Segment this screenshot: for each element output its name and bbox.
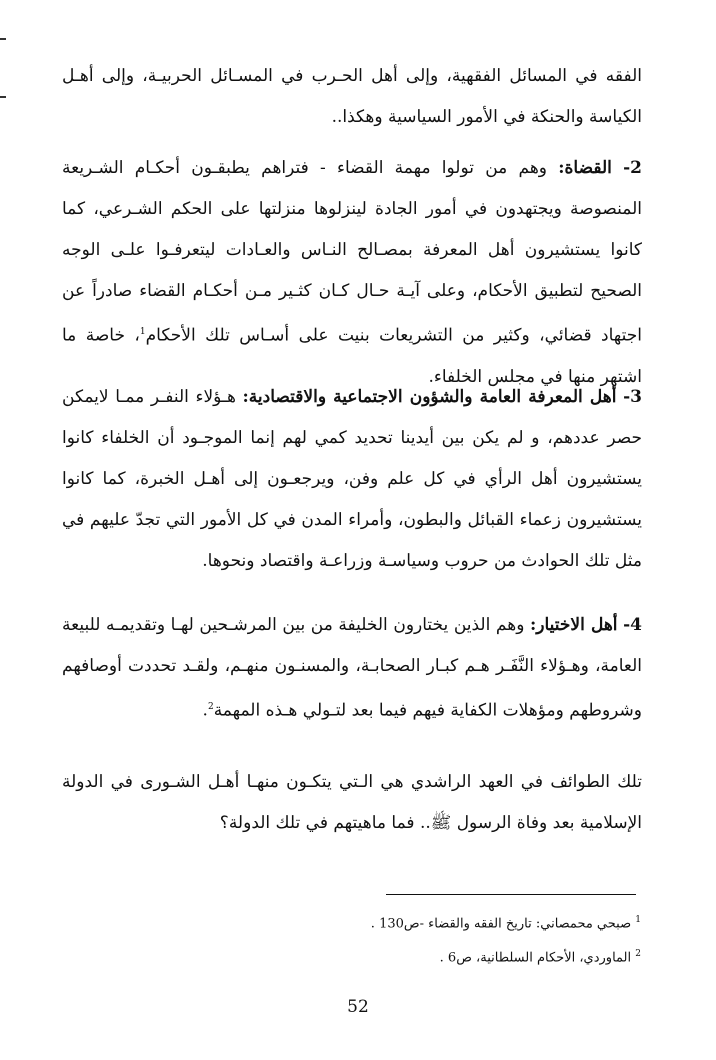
scan-edge-mark	[0, 38, 6, 40]
item-number: 4-	[623, 615, 643, 635]
item-body: وهم الذين يختارون الخليفة من بين المرشـحين لهـا وتقديمـه للبيعة العامة، وهـؤلاء النَّفَـر هـم كبـار الصحابـة، والمسنـون منهـم، ولقـد تحددت أوصافهم وشروطهم ومؤهلات الكفاية فيهم فيما بعد لتـولي هـذه المهمة	[62, 615, 642, 721]
footnote-marker: 1	[635, 915, 641, 925]
footnote-text: صبحي محمصاني: تاريخ الفقه والقضاء -ص130 .	[370, 916, 632, 932]
item-body-end: .	[202, 700, 208, 721]
item-body: وهم من تولوا مهمة القضاء - فتراهم يطبقـون أحكـام الشـريعة المنصوصة ويجتهدون في أمور الجادة لينزلوها منزلتها على الحكم الشـرعي، كما كانوا يستشيرون أهل المعرفة بمصـالح النـاس والعـادات ليتعرفـوا علـى الوجه الصحيح لتطبيق الأحكام، وعلى آيـة حـال كـان كثـير مـن أحكـام القضاء صادراً عن اجتهاد قضائي، وكثير من التشريعات بنيت على أسـاس تلك الأحكام	[62, 158, 642, 346]
scan-edge-mark	[0, 96, 6, 98]
item-body: هـؤلاء النفـر ممـا لايمكن حصر عددهم، و لم يكن بين أيدينا تحديد كمي لهم إنما الموجـود أن الخلفاء كانوا يستشيرون أهل الرأي في كل علم وفن، ويرجعـون إلى أهـل الخبرة، كما كانوا يستشيرون زعماء القبائل والبطون، وأمراء المدن في كل الأمور التي تجدّ عليهم في مثل تلك الحوادث من حروب وسياسـة وزراعـة واقتصاد ونحوها.	[62, 387, 642, 571]
paragraph-intro: الفقه في المسائل الفقهية، وإلى أهل الحـرب في المسـائل الحربيـة، وإلى أهـل الكياسة والحنكة في الأمور السياسية وهكذا..	[62, 66, 642, 127]
paragraph-conclusion: تلك الطوائف في العهد الراشدي هي الـتي يتكـون منهـا أهـل الشـورى في الدولة الإسلامية بعد وفاة الرسول ﷺ.. فما ماهيتهم في تلك الدولة؟	[62, 772, 642, 833]
footnote-marker: 2	[635, 949, 641, 959]
item-number: 2-	[623, 158, 643, 178]
list-item-experts	[62, 377, 642, 582]
page-number: 52	[347, 997, 369, 1017]
list-item-judges	[62, 148, 642, 398]
footnote-2	[221, 944, 641, 968]
footnote-ref: 1	[139, 327, 146, 337]
footnote-1	[221, 910, 641, 934]
footnote-text: الماوردي، الأحكام السلطانية، ص6 .	[439, 950, 632, 966]
item-heading: القضاة:	[558, 158, 612, 178]
item-heading: أهل المعرفة العامة والشؤون الاجتماعية والاقتصادية:	[242, 387, 617, 407]
item-heading: أهل الاختيار:	[530, 615, 618, 635]
list-item-electors	[62, 605, 642, 732]
item-body-end: ، خاصة ما اشتهر منها في مجلس الخلفاء.	[62, 325, 642, 387]
footnote-ref: 2	[207, 702, 214, 712]
item-number: 3-	[623, 387, 642, 407]
footnote-divider	[386, 894, 636, 895]
